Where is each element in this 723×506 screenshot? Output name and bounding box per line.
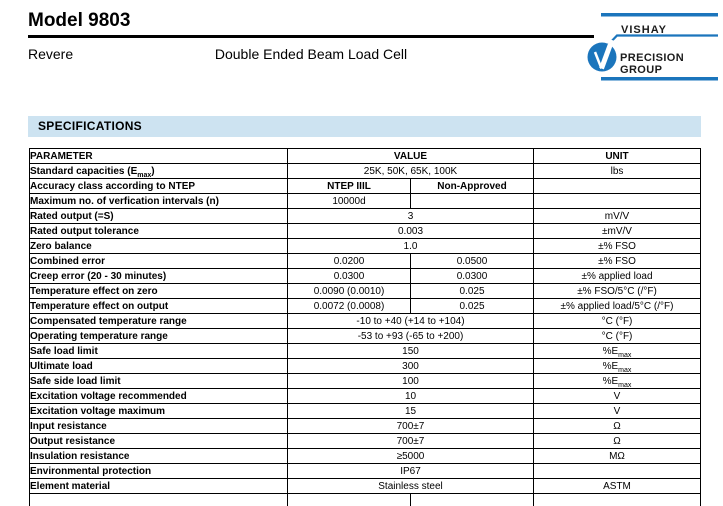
logo-top-bar [601,13,718,17]
unit-cell: ±% FSO/5°C (/°F) [534,284,701,299]
value-cell: 0.0300 [411,269,534,284]
logo-bottom-bar [601,77,718,81]
parameter-cell: Operating temperature range [30,329,288,344]
parameter-cell: Safe load limit [30,344,288,359]
parameter-cell: Zero balance [30,239,288,254]
value-cell: IP67 [288,464,534,479]
table-row [30,404,701,419]
unit-cell: Ω [534,419,701,434]
parameter-cell: Excitation voltage maximum [30,404,288,419]
parameter-cell: Combined error [30,254,288,269]
value-cell: 700±7 [288,434,534,449]
value-cell [411,194,534,209]
table-row [30,374,701,389]
parameter-cell: Accuracy class according to NTEP [30,179,288,194]
parameter-cell: Temperature effect on zero [30,284,288,299]
parameter-cell: Input resistance [30,419,288,434]
page-title: Model 9803 [28,10,131,31]
value-cell: 0.0500 [411,254,534,269]
table-row [30,269,701,284]
table-row [30,464,701,479]
value-cell: 0.0090 (0.0010) [288,284,411,299]
parameter-cell: Temperature effect on output [30,299,288,314]
table-row [30,434,701,449]
value-cell: -10 to +40 (+14 to +104) [288,314,534,329]
column-header-parameter: PARAMETER [30,149,288,164]
unit-cell: ±% applied load/5°C (/°F) [534,299,701,314]
unit-cell: ±mV/V [534,224,701,239]
table-row [30,164,701,179]
unit-cell: lbs [534,164,701,179]
parameter-cell: Maximum no. of verfication intervals (n) [30,194,288,209]
parameter-cell: Rated output tolerance [30,224,288,239]
table-row [30,449,701,464]
table-row [30,284,701,299]
vishay-precision-group-logo [586,11,720,83]
value-cell: 0.025 [411,299,534,314]
logo-vishay-text: VISHAY [621,24,667,36]
parameter-cell: Compensated temperature range [30,314,288,329]
table-row [30,299,701,314]
section-header-specifications: SPECIFICATIONS [28,116,701,137]
parameter-cell: Excitation voltage recommended [30,389,288,404]
unit-cell: V [534,389,701,404]
value-cell [411,494,534,506]
value-cell: 300 [288,359,534,374]
table-row [30,224,701,239]
unit-cell: MΩ [534,449,701,464]
parameter-cell: Standard capacities $(E_{max})$ [30,164,288,179]
table-row [30,239,701,254]
table-row-partial [30,494,701,506]
value-cell: 150 [288,344,534,359]
unit-cell: V [534,404,701,419]
unit-cell: °C (°F) [534,314,701,329]
value-cell [288,494,411,506]
title-divider [28,35,594,38]
value-cell: 25K, 50K, 65K, 100K [288,164,534,179]
value-cell: 1.0 [288,239,534,254]
value-cell: 100 [288,374,534,389]
value-cell: 0.0300 [288,269,411,284]
parameter-cell: Ultimate load [30,359,288,374]
column-header-value: VALUE [288,149,534,164]
table-row [30,359,701,374]
parameter-cell: Safe side load limit [30,374,288,389]
value-cell: ≥5000 [288,449,534,464]
value-cell: 0.025 [411,284,534,299]
unit-cell: °C (°F) [534,329,701,344]
unit-cell: ±% FSO [534,239,701,254]
value-cell: 15 [288,404,534,419]
parameter-cell: Insulation resistance [30,449,288,464]
unit-cell: mV/V [534,209,701,224]
value-cell: -53 to +93 (-65 to +200) [288,329,534,344]
parameter-cell [30,494,288,506]
parameter-cell: Rated output (=S) [30,209,288,224]
logo-swoosh-line [606,36,718,48]
unit-cell [534,194,701,209]
unit-cell: ASTM [534,479,701,494]
product-name: Double Ended Beam Load Cell [214,46,408,62]
table-row [30,209,701,224]
parameter-cell: Element material [30,479,288,494]
table-row [30,329,701,344]
logo-group-text: GROUP [620,64,663,76]
brand-name: Revere [28,46,74,62]
value-cell: 0.0200 [288,254,411,269]
unit-cell: Ω [534,434,701,449]
value-cell: 10 [288,389,534,404]
table-row [30,194,701,209]
unit-cell [534,179,701,194]
table-row [30,179,701,194]
parameter-cell: Output resistance [30,434,288,449]
table-row [30,419,701,434]
parameter-cell: Creep error (20 - 30 minutes) [30,269,288,284]
table-row [30,314,701,329]
parameter-cell: Environmental protection [30,464,288,479]
value-cell: 3 [288,209,534,224]
unit-cell: $\%E_{max}$ [534,374,701,389]
unit-cell: $\%E_{max}$ [534,344,701,359]
unit-cell [534,464,701,479]
table-header-row [30,149,701,164]
table-row [30,344,701,359]
value-cell: 0.003 [288,224,534,239]
unit-cell: $\%E_{max}$ [534,359,701,374]
column-header-unit: UNIT [534,149,701,164]
table-row [30,389,701,404]
logo-precision-text: PRECISION [620,52,685,64]
unit-cell: ±% applied load [534,269,701,284]
unit-cell [534,494,701,506]
value-cell: Non-Approved [411,179,534,194]
value-cell: Stainless steel [288,479,534,494]
value-cell: 10000d [288,194,411,209]
value-cell: 700±7 [288,419,534,434]
table-row [30,479,701,494]
value-cell: NTEP IIIL [288,179,411,194]
value-cell: 0.0072 (0.0008) [288,299,411,314]
table-row [30,254,701,269]
specifications-table [29,148,701,506]
unit-cell: ±% FSO [534,254,701,269]
